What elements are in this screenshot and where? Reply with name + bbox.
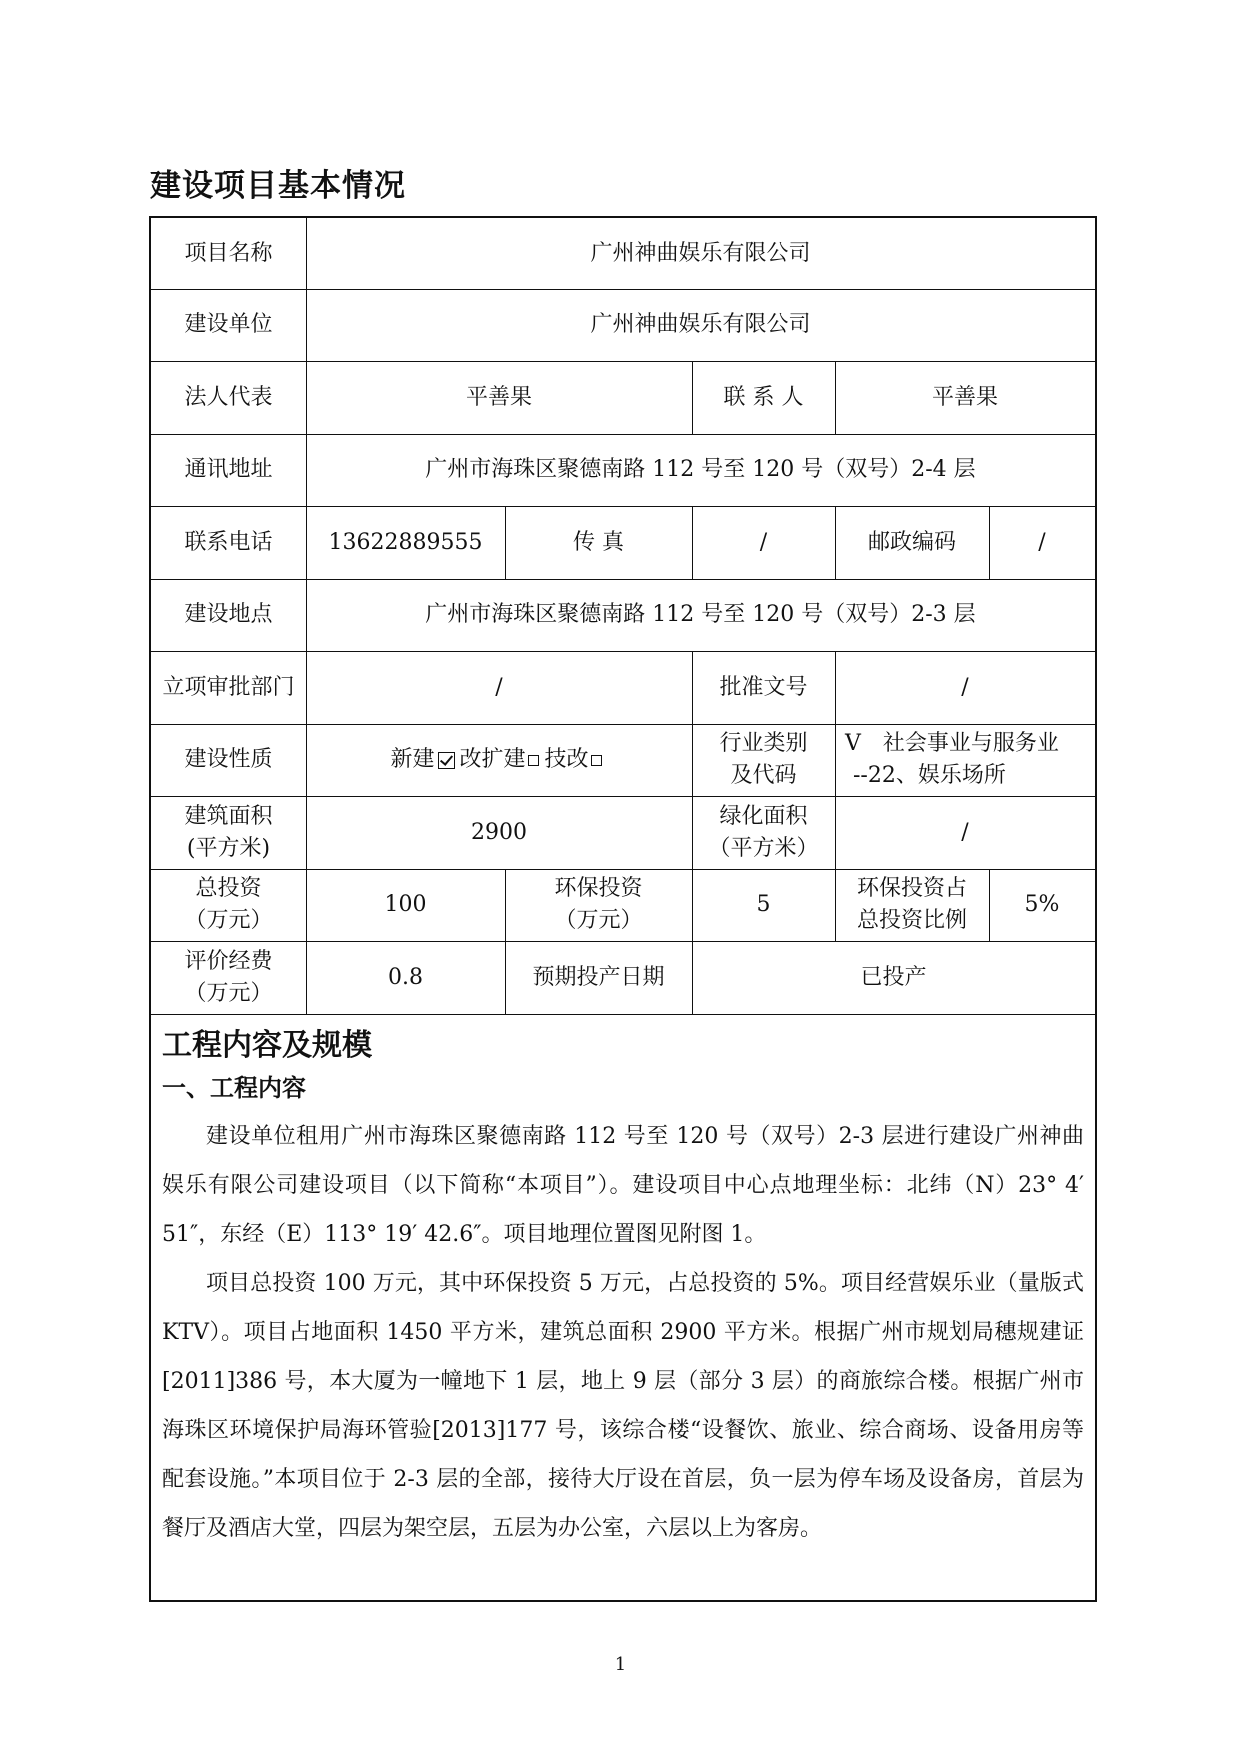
env-invest-label-line: 环保投资	[554, 876, 643, 901]
paragraph: 项目总投资 100 万元，其中环保投资 5 万元，占总投资的 5%。项目经营娱乐业（量版式 KTV）。项目占地面积 1450 平方米，建筑总面积 2900 平方米。根据广州市规划局穗规建证[2011]386 号，本大厦为一幢地下 1 层，地上 9 层（部分 3 层）的商旅综合楼。根据广州市海珠区环境保护局海环管验[2013]177 号，该综合楼“设餐饮、旅业、综合商场、设备用房等配套设施。”本项目位于 2-3 层的全部，接待大厅设在首层，负一层为停车场及设备房，首层为餐厅及酒店大堂，四层为架空层，五层为办公室，六层以上为客房。	[162, 1271, 1084, 1541]
row-divider	[151, 1014, 1095, 1015]
total-invest-label-line: 总投资	[195, 876, 262, 901]
builder-value: 广州神曲娱乐有限公司	[590, 312, 811, 337]
industry-label-line: 及代码	[730, 763, 797, 788]
approval-dept-value: /	[495, 674, 503, 700]
section-title: 工程内容及规模	[162, 1028, 372, 1063]
floor-area-label-line: 建筑面积	[184, 803, 273, 829]
nature-label: 建设性质	[184, 747, 273, 772]
unchecked-box-icon	[528, 755, 539, 766]
fax-value: /	[759, 529, 768, 555]
env-ratio-label-line: 总投资比例	[856, 908, 967, 933]
approval-no-value: /	[961, 674, 969, 700]
industry-value-line: --22、娱乐场所	[853, 763, 1006, 788]
eval-fee-value: 0.8	[388, 964, 423, 990]
unchecked-box-icon	[591, 755, 602, 766]
address-value: 广州市海珠区聚德南路 112 号至 120 号（双号）2-4 层	[425, 457, 976, 482]
start-date-value: 已投产	[860, 964, 927, 990]
eval-fee-label	[151, 941, 306, 1014]
industry-value-line: V 社会事业与服务业	[845, 731, 1059, 756]
industry-value	[835, 724, 1095, 796]
eval-fee-label-line: （万元）	[184, 980, 273, 1006]
nature-options	[306, 724, 692, 796]
phone-label: 联系电话	[184, 529, 273, 555]
page-number: 1	[614, 1654, 627, 1675]
project-name-label: 项目名称	[184, 240, 273, 266]
industry-label	[692, 724, 835, 796]
checked-box-icon	[438, 752, 455, 769]
green-area-label-line: 绿化面积	[719, 803, 808, 829]
section-subtitle: 一、工程内容	[162, 1074, 306, 1102]
fax-label: 传 真	[573, 529, 624, 555]
industry-label-line: 行业类别	[719, 731, 808, 756]
postcode-label: 邮政编码	[867, 529, 956, 555]
eval-fee-label-line: 评价经费	[184, 948, 273, 974]
floor-area-label	[151, 796, 306, 869]
contact-label: 联 系 人	[723, 384, 804, 410]
green-area-label	[692, 796, 835, 869]
postcode-value: /	[1038, 529, 1046, 555]
address-label: 通讯地址	[184, 457, 273, 482]
total-invest-label	[151, 869, 306, 941]
contact-value: 平善果	[931, 384, 998, 410]
site-value: 广州市海珠区聚德南路 112 号至 120 号（双号）2-3 层	[425, 602, 976, 627]
nature-new-label: 新建	[390, 747, 435, 772]
green-area-value: /	[961, 819, 969, 845]
env-invest-label	[505, 869, 692, 941]
env-invest-value: 5	[756, 892, 771, 917]
env-ratio-value: 5%	[1024, 892, 1060, 917]
builder-label: 建设单位	[184, 312, 273, 337]
green-area-label-line: （平方米）	[708, 835, 819, 861]
paragraph: 建设单位租用广州市海珠区聚德南路 112 号至 120 号（双号）2-3 层进行建设广州神曲娱乐有限公司建设项目（以下简称“本项目”）。建设项目中心点地理坐标：北纬（N）23° 4′ 51″，东经（E）113° 19′ 42.6″。项目地理位置图见附图 1。	[162, 1124, 1084, 1247]
legal-rep-label: 法人代表	[184, 384, 273, 410]
legal-rep-value: 平善果	[465, 384, 532, 410]
approval-no-label: 批准文号	[719, 674, 808, 700]
total-invest-label-line: （万元）	[184, 908, 273, 933]
start-date-label: 预期投产日期	[532, 964, 665, 990]
project-name-value: 广州神曲娱乐有限公司	[590, 240, 811, 266]
page-title: 建设项目基本情况	[150, 168, 406, 204]
floor-area-label-line: (平方米)	[186, 835, 271, 861]
phone-value: 13622889555	[328, 529, 483, 555]
floor-area-value: 2900	[471, 819, 527, 845]
nature-renovate-label: 技改	[544, 747, 589, 772]
site-label: 建设地点	[184, 602, 273, 627]
env-ratio-label-line: 环保投资占	[856, 876, 967, 901]
approval-dept-label: 立项审批部门	[162, 674, 295, 700]
env-invest-label-line: （万元）	[554, 908, 643, 933]
nature-expand-label: 改扩建	[459, 747, 526, 772]
total-invest-value: 100	[384, 892, 427, 917]
env-ratio-label	[835, 869, 989, 941]
